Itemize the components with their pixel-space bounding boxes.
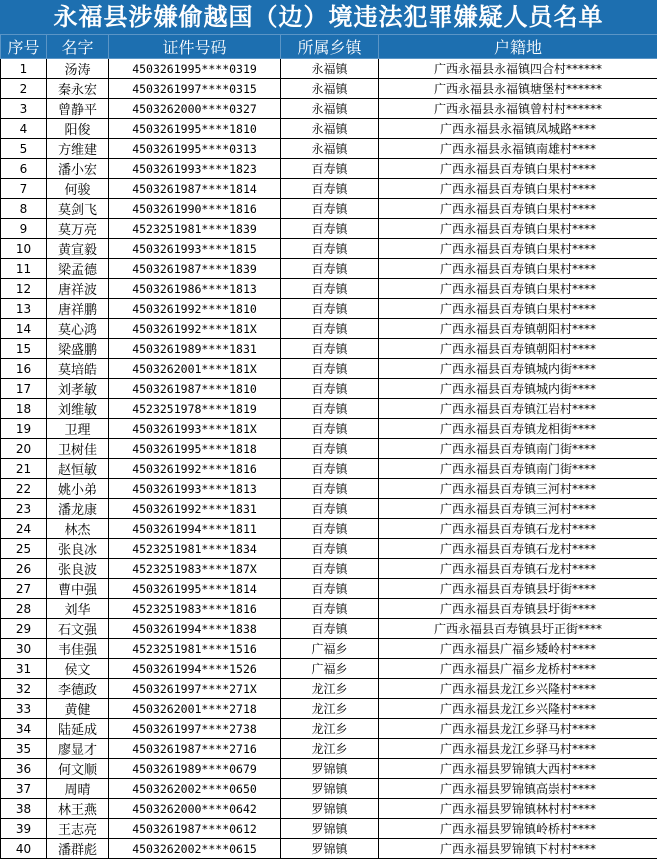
serial-cell: 1 xyxy=(1,59,47,79)
id-number-cell: 4503261989****0679 xyxy=(109,759,281,779)
table-row xyxy=(1,119,657,139)
name-cell: 侯文 xyxy=(47,659,109,679)
household-cell: 广西永福县罗锦镇林村村**** xyxy=(379,799,657,819)
name-cell: 卫理 xyxy=(47,419,109,439)
household-cell: 广西永福县罗锦镇下村村**** xyxy=(379,839,657,859)
id-number-cell: 4523251983****187X xyxy=(109,559,281,579)
serial-cell: 34 xyxy=(1,719,47,739)
serial-cell: 32 xyxy=(1,679,47,699)
serial-cell: 39 xyxy=(1,819,47,839)
table-row xyxy=(1,679,657,699)
household-cell: 广西永福县百寿镇县圩街**** xyxy=(379,599,657,619)
id-number-cell: 4503261992****1831 xyxy=(109,499,281,519)
name-cell: 方维建 xyxy=(47,139,109,159)
township-cell: 百寿镇 xyxy=(281,359,379,379)
id-number-cell: 4503261997****2738 xyxy=(109,719,281,739)
table-row xyxy=(1,659,657,679)
household-cell: 广西永福县百寿镇三河村**** xyxy=(379,499,657,519)
serial-cell: 30 xyxy=(1,639,47,659)
table-row xyxy=(1,519,657,539)
serial-cell: 7 xyxy=(1,179,47,199)
id-number-cell: 4503261992****1816 xyxy=(109,459,281,479)
table-body xyxy=(1,59,657,859)
id-number-cell: 4503261987****1814 xyxy=(109,179,281,199)
id-number-cell: 4503261993****1815 xyxy=(109,239,281,259)
table-row xyxy=(1,139,657,159)
serial-cell: 2 xyxy=(1,79,47,99)
township-cell: 罗锦镇 xyxy=(281,779,379,799)
township-cell: 百寿镇 xyxy=(281,279,379,299)
id-number-cell: 4503261993****1813 xyxy=(109,479,281,499)
township-cell: 永福镇 xyxy=(281,119,379,139)
table-row xyxy=(1,239,657,259)
township-cell: 龙江乡 xyxy=(281,679,379,699)
table-row xyxy=(1,399,657,419)
table-row xyxy=(1,79,657,99)
serial-cell: 38 xyxy=(1,799,47,819)
township-cell: 罗锦镇 xyxy=(281,819,379,839)
id-number-cell: 4503261995****1818 xyxy=(109,439,281,459)
serial-cell: 40 xyxy=(1,839,47,859)
name-cell: 林王燕 xyxy=(47,799,109,819)
household-cell: 广西永福县百寿镇龙相街**** xyxy=(379,419,657,439)
township-cell: 百寿镇 xyxy=(281,379,379,399)
suspect-list-table xyxy=(0,34,657,859)
township-cell: 龙江乡 xyxy=(281,719,379,739)
name-cell: 曾静平 xyxy=(47,99,109,119)
header-name: 名字 xyxy=(47,35,109,59)
serial-cell: 9 xyxy=(1,219,47,239)
serial-cell: 11 xyxy=(1,259,47,279)
table-row xyxy=(1,579,657,599)
name-cell: 何文顺 xyxy=(47,759,109,779)
household-cell: 广西永福县百寿镇三河村**** xyxy=(379,479,657,499)
household-cell: 广西永福县永福镇凤城路**** xyxy=(379,119,657,139)
serial-cell: 37 xyxy=(1,779,47,799)
household-cell: 广西永福县百寿镇白果村**** xyxy=(379,279,657,299)
household-cell: 广西永福县龙江乡兴隆村**** xyxy=(379,699,657,719)
name-cell: 莫心鸿 xyxy=(47,319,109,339)
id-number-cell: 4503261994****1838 xyxy=(109,619,281,639)
serial-cell: 28 xyxy=(1,599,47,619)
id-number-cell: 4503262002****0650 xyxy=(109,779,281,799)
township-cell: 百寿镇 xyxy=(281,259,379,279)
table-row xyxy=(1,719,657,739)
name-cell: 韦佳强 xyxy=(47,639,109,659)
name-cell: 潘小宏 xyxy=(47,159,109,179)
header-row xyxy=(1,35,657,59)
household-cell: 广西永福县百寿镇城内街**** xyxy=(379,359,657,379)
township-cell: 罗锦镇 xyxy=(281,799,379,819)
township-cell: 广福乡 xyxy=(281,659,379,679)
id-number-cell: 4503262000****0327 xyxy=(109,99,281,119)
header-household-registration: 户籍地 xyxy=(379,35,657,59)
household-cell: 广西永福县百寿镇白果村**** xyxy=(379,179,657,199)
household-cell: 广西永福县永福镇四合村****** xyxy=(379,59,657,79)
id-number-cell: 4503261995****1810 xyxy=(109,119,281,139)
household-cell: 广西永福县龙江乡驿马村**** xyxy=(379,719,657,739)
page-title: 永福县涉嫌偷越国（边）境违法犯罪嫌疑人员名单 xyxy=(0,0,657,34)
table-row xyxy=(1,279,657,299)
table-row xyxy=(1,479,657,499)
serial-cell: 19 xyxy=(1,419,47,439)
township-cell: 百寿镇 xyxy=(281,299,379,319)
household-cell: 广西永福县龙江乡兴隆村**** xyxy=(379,679,657,699)
township-cell: 百寿镇 xyxy=(281,619,379,639)
name-cell: 唐祥鹏 xyxy=(47,299,109,319)
household-cell: 广西永福县罗锦镇大西村**** xyxy=(379,759,657,779)
township-cell: 百寿镇 xyxy=(281,479,379,499)
id-number-cell: 4503261995****1814 xyxy=(109,579,281,599)
household-cell: 广西永福县永福镇曾村村****** xyxy=(379,99,657,119)
id-number-cell: 4523251983****1816 xyxy=(109,599,281,619)
name-cell: 张良波 xyxy=(47,559,109,579)
table-row xyxy=(1,339,657,359)
id-number-cell: 4503262002****0615 xyxy=(109,839,281,859)
serial-cell: 3 xyxy=(1,99,47,119)
name-cell: 李德政 xyxy=(47,679,109,699)
name-cell: 潘龙康 xyxy=(47,499,109,519)
serial-cell: 12 xyxy=(1,279,47,299)
township-cell: 百寿镇 xyxy=(281,399,379,419)
serial-cell: 35 xyxy=(1,739,47,759)
household-cell: 广西永福县百寿镇县圩正街**** xyxy=(379,619,657,639)
serial-cell: 31 xyxy=(1,659,47,679)
township-cell: 永福镇 xyxy=(281,79,379,99)
township-cell: 永福镇 xyxy=(281,139,379,159)
household-cell: 广西永福县百寿镇县圩街**** xyxy=(379,579,657,599)
name-cell: 黄健 xyxy=(47,699,109,719)
township-cell: 百寿镇 xyxy=(281,539,379,559)
table-row xyxy=(1,759,657,779)
township-cell: 罗锦镇 xyxy=(281,839,379,859)
serial-cell: 18 xyxy=(1,399,47,419)
household-cell: 广西永福县百寿镇石龙村**** xyxy=(379,519,657,539)
name-cell: 姚小弟 xyxy=(47,479,109,499)
township-cell: 百寿镇 xyxy=(281,239,379,259)
serial-cell: 27 xyxy=(1,579,47,599)
serial-cell: 24 xyxy=(1,519,47,539)
household-cell: 广西永福县百寿镇江岩村**** xyxy=(379,399,657,419)
name-cell: 卫树佳 xyxy=(47,439,109,459)
township-cell: 百寿镇 xyxy=(281,519,379,539)
serial-cell: 36 xyxy=(1,759,47,779)
serial-cell: 5 xyxy=(1,139,47,159)
serial-cell: 17 xyxy=(1,379,47,399)
township-cell: 广福乡 xyxy=(281,639,379,659)
id-number-cell: 4503261986****1813 xyxy=(109,279,281,299)
id-number-cell: 4503261992****181X xyxy=(109,319,281,339)
id-number-cell: 4503261993****181X xyxy=(109,419,281,439)
serial-cell: 33 xyxy=(1,699,47,719)
township-cell: 百寿镇 xyxy=(281,499,379,519)
township-cell: 百寿镇 xyxy=(281,599,379,619)
table-row xyxy=(1,379,657,399)
township-cell: 龙江乡 xyxy=(281,699,379,719)
household-cell: 广西永福县广福乡矮岭村**** xyxy=(379,639,657,659)
household-cell: 广西永福县百寿镇白果村**** xyxy=(379,299,657,319)
serial-cell: 26 xyxy=(1,559,47,579)
household-cell: 广西永福县百寿镇朝阳村**** xyxy=(379,319,657,339)
id-number-cell: 4503261994****1526 xyxy=(109,659,281,679)
header-id-number: 证件号码 xyxy=(109,35,281,59)
id-number-cell: 4503261997****271X xyxy=(109,679,281,699)
household-cell: 广西永福县龙江乡驿马村**** xyxy=(379,739,657,759)
id-number-cell: 4503261987****0612 xyxy=(109,819,281,839)
name-cell: 潘群彪 xyxy=(47,839,109,859)
id-number-cell: 4523251981****1516 xyxy=(109,639,281,659)
id-number-cell: 4503261997****0315 xyxy=(109,79,281,99)
id-number-cell: 4503261992****1810 xyxy=(109,299,281,319)
serial-cell: 8 xyxy=(1,199,47,219)
township-cell: 罗锦镇 xyxy=(281,759,379,779)
table-row xyxy=(1,539,657,559)
name-cell: 曹中强 xyxy=(47,579,109,599)
household-cell: 广西永福县百寿镇白果村**** xyxy=(379,159,657,179)
id-number-cell: 4503262000****0642 xyxy=(109,799,281,819)
household-cell: 广西永福县罗锦镇高崇村**** xyxy=(379,779,657,799)
table-row xyxy=(1,359,657,379)
name-cell: 秦永宏 xyxy=(47,79,109,99)
table-row xyxy=(1,499,657,519)
table-row xyxy=(1,639,657,659)
serial-cell: 14 xyxy=(1,319,47,339)
name-cell: 刘孝敏 xyxy=(47,379,109,399)
township-cell: 百寿镇 xyxy=(281,459,379,479)
table-row xyxy=(1,219,657,239)
household-cell: 广西永福县百寿镇城内街**** xyxy=(379,379,657,399)
name-cell: 刘华 xyxy=(47,599,109,619)
table-row xyxy=(1,739,657,759)
household-cell: 广西永福县百寿镇南门街**** xyxy=(379,459,657,479)
id-number-cell: 4503261990****1816 xyxy=(109,199,281,219)
id-number-cell: 4503261989****1831 xyxy=(109,339,281,359)
id-number-cell: 4503261987****2716 xyxy=(109,739,281,759)
serial-cell: 16 xyxy=(1,359,47,379)
township-cell: 百寿镇 xyxy=(281,339,379,359)
township-cell: 百寿镇 xyxy=(281,579,379,599)
serial-cell: 20 xyxy=(1,439,47,459)
table-row xyxy=(1,699,657,719)
table-row xyxy=(1,199,657,219)
name-cell: 莫剑飞 xyxy=(47,199,109,219)
household-cell: 广西永福县百寿镇石龙村**** xyxy=(379,559,657,579)
township-cell: 百寿镇 xyxy=(281,439,379,459)
household-cell: 广西永福县永福镇南雄村**** xyxy=(379,139,657,159)
table-row xyxy=(1,459,657,479)
household-cell: 广西永福县永福镇塘堡村****** xyxy=(379,79,657,99)
name-cell: 周晴 xyxy=(47,779,109,799)
table-row xyxy=(1,419,657,439)
id-number-cell: 4503261995****0319 xyxy=(109,59,281,79)
household-cell: 广西永福县百寿镇朝阳村**** xyxy=(379,339,657,359)
table-row xyxy=(1,99,657,119)
name-cell: 何骏 xyxy=(47,179,109,199)
name-cell: 刘维敏 xyxy=(47,399,109,419)
table-row xyxy=(1,819,657,839)
serial-cell: 6 xyxy=(1,159,47,179)
id-number-cell: 4523251981****1834 xyxy=(109,539,281,559)
township-cell: 百寿镇 xyxy=(281,319,379,339)
name-cell: 莫万亮 xyxy=(47,219,109,239)
id-number-cell: 4523251978****1819 xyxy=(109,399,281,419)
township-cell: 百寿镇 xyxy=(281,419,379,439)
serial-cell: 4 xyxy=(1,119,47,139)
household-cell: 广西永福县罗锦镇岭桥村**** xyxy=(379,819,657,839)
table-row xyxy=(1,299,657,319)
township-cell: 永福镇 xyxy=(281,59,379,79)
id-number-cell: 4503261994****1811 xyxy=(109,519,281,539)
table-row xyxy=(1,259,657,279)
serial-cell: 29 xyxy=(1,619,47,639)
id-number-cell: 4503261987****1810 xyxy=(109,379,281,399)
name-cell: 林杰 xyxy=(47,519,109,539)
township-cell: 永福镇 xyxy=(281,99,379,119)
name-cell: 梁盛鹏 xyxy=(47,339,109,359)
table-row xyxy=(1,799,657,819)
serial-cell: 21 xyxy=(1,459,47,479)
name-cell: 王志亮 xyxy=(47,819,109,839)
table-row xyxy=(1,439,657,459)
serial-cell: 15 xyxy=(1,339,47,359)
table-row xyxy=(1,319,657,339)
household-cell: 广西永福县百寿镇白果村**** xyxy=(379,199,657,219)
township-cell: 百寿镇 xyxy=(281,199,379,219)
id-number-cell: 4523251981****1839 xyxy=(109,219,281,239)
serial-cell: 25 xyxy=(1,539,47,559)
table-row xyxy=(1,779,657,799)
township-cell: 龙江乡 xyxy=(281,739,379,759)
household-cell: 广西永福县百寿镇白果村**** xyxy=(379,259,657,279)
name-cell: 黄宣毅 xyxy=(47,239,109,259)
township-cell: 百寿镇 xyxy=(281,559,379,579)
id-number-cell: 4503261993****1823 xyxy=(109,159,281,179)
header-serial: 序号 xyxy=(1,35,47,59)
name-cell: 莫培皓 xyxy=(47,359,109,379)
table-row xyxy=(1,599,657,619)
name-cell: 陆延成 xyxy=(47,719,109,739)
township-cell: 百寿镇 xyxy=(281,219,379,239)
id-number-cell: 4503261995****0313 xyxy=(109,139,281,159)
id-number-cell: 4503262001****181X xyxy=(109,359,281,379)
id-number-cell: 4503262001****2718 xyxy=(109,699,281,719)
township-cell: 百寿镇 xyxy=(281,179,379,199)
table-row xyxy=(1,619,657,639)
serial-cell: 23 xyxy=(1,499,47,519)
name-cell: 梁孟德 xyxy=(47,259,109,279)
serial-cell: 22 xyxy=(1,479,47,499)
header-township: 所属乡镇 xyxy=(281,35,379,59)
name-cell: 赵恒敏 xyxy=(47,459,109,479)
household-cell: 广西永福县百寿镇白果村**** xyxy=(379,219,657,239)
household-cell: 广西永福县广福乡龙桥村**** xyxy=(379,659,657,679)
table-row xyxy=(1,59,657,79)
serial-cell: 13 xyxy=(1,299,47,319)
table-row xyxy=(1,179,657,199)
name-cell: 汤涛 xyxy=(47,59,109,79)
household-cell: 广西永福县百寿镇南门街**** xyxy=(379,439,657,459)
table-row xyxy=(1,559,657,579)
household-cell: 广西永福县百寿镇石龙村**** xyxy=(379,539,657,559)
serial-cell: 10 xyxy=(1,239,47,259)
id-number-cell: 4503261987****1839 xyxy=(109,259,281,279)
township-cell: 百寿镇 xyxy=(281,159,379,179)
name-cell: 唐祥波 xyxy=(47,279,109,299)
table-row xyxy=(1,159,657,179)
name-cell: 张良冰 xyxy=(47,539,109,559)
household-cell: 广西永福县百寿镇白果村**** xyxy=(379,239,657,259)
name-cell: 廖显才 xyxy=(47,739,109,759)
name-cell: 石文强 xyxy=(47,619,109,639)
name-cell: 阳俊 xyxy=(47,119,109,139)
table-row xyxy=(1,839,657,859)
